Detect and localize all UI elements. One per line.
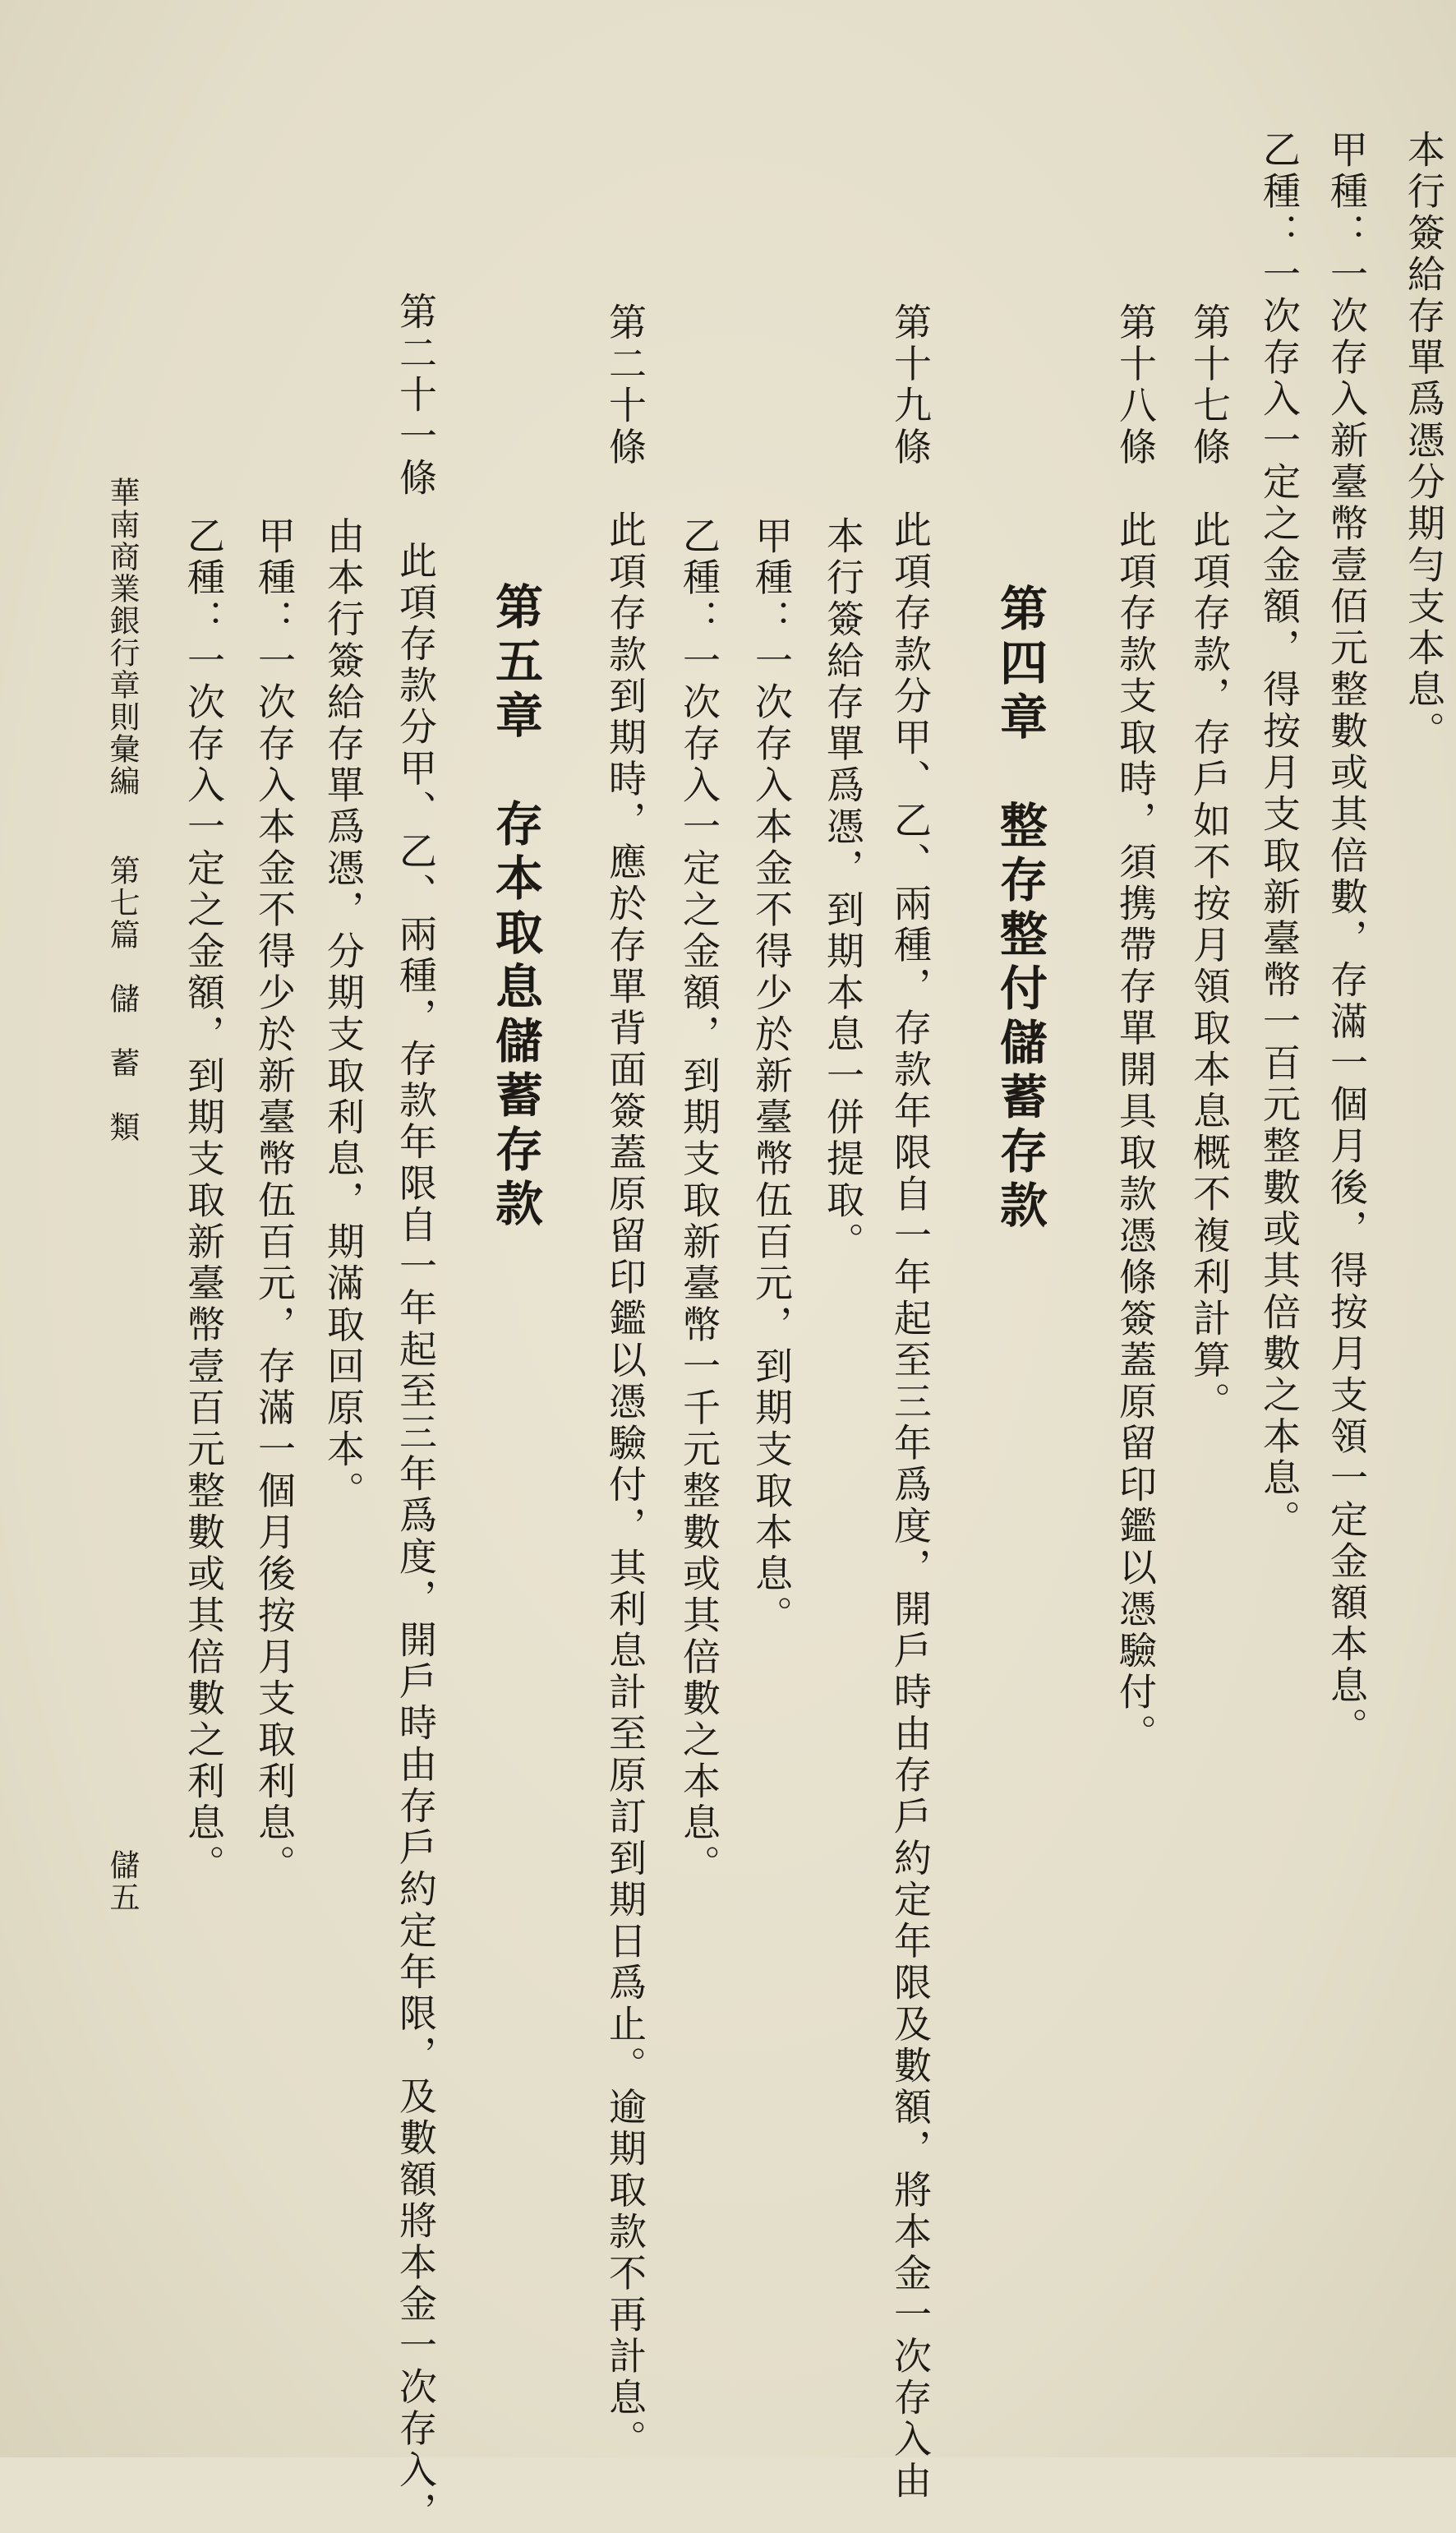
article-19: 第十九條 此項存款分甲、乙、兩種，存款年限自一年起至三年爲度，開戶時由存戶約定年限及數額，將本金一次存入由: [888, 302, 933, 2503]
text-column: 乙種：一次存入一定之金額，到期支取新臺幣壹百元整數或其倍數之利息。: [182, 516, 226, 1886]
text-column: 乙種：一次存入一定之金額，得按月支取新臺幣一百元整數或其倍數之本息。: [1257, 130, 1302, 1541]
article-21: 第二十一條 此項存款分甲、乙、兩種，存款年限自一年起至三年爲度，開戶時由存戶約定年限，及數額將本金一次存入，: [394, 292, 438, 2533]
text-column: 本行簽給存單爲憑，到期本息一併提取。: [821, 516, 865, 1263]
chapter-5-heading: 第五章 存本取息儲蓄存款: [487, 582, 543, 1233]
section-title: 第七篇 儲 蓄 類: [104, 855, 140, 1143]
text-column: 甲種：一次存入新臺幣壹佰元整數或其倍數，存滿一個月後，得按月支領一定金額本息。: [1325, 130, 1369, 1749]
article-20: 第二十條 此項存款到期時，應於存單背面簽蓋原留印鑑以憑驗付，其利息計至原訂到期日爲止。逾期取款不再計息。: [603, 302, 647, 2461]
text-column: 甲種：一次存入本金不得少於新臺幣伍百元，存滿一個月後按月支取利息。: [252, 516, 297, 1886]
text-column: 乙種：一次存入一定之金額，到期支取新臺幣一千元整數或其倍數之本息。: [677, 516, 721, 1886]
chapter-4-heading: 第四章 整存整付儲蓄存款: [992, 584, 1048, 1234]
book-title: 華南商業銀行章則彙編: [104, 477, 140, 797]
text-column: 甲種：一次存入本金不得少於新臺幣伍百元，到期支取本息。: [749, 516, 794, 1637]
page-number: 儲五: [104, 1849, 140, 1913]
text-column: 由本行簽給存單爲憑，分期支取利息，期滿取回原本。: [321, 516, 366, 1512]
text-column: 本行簽給存單爲憑分期勻支本息。: [1402, 130, 1446, 753]
article-18: 第十八條 此項存款支取時，須携帶存單開具取款憑條簽蓋原留印鑑以憑驗付。: [1113, 302, 1158, 1756]
article-17: 第十七條 此項存款，存戶如不按月領取本息概不複利計算。: [1187, 302, 1232, 1423]
